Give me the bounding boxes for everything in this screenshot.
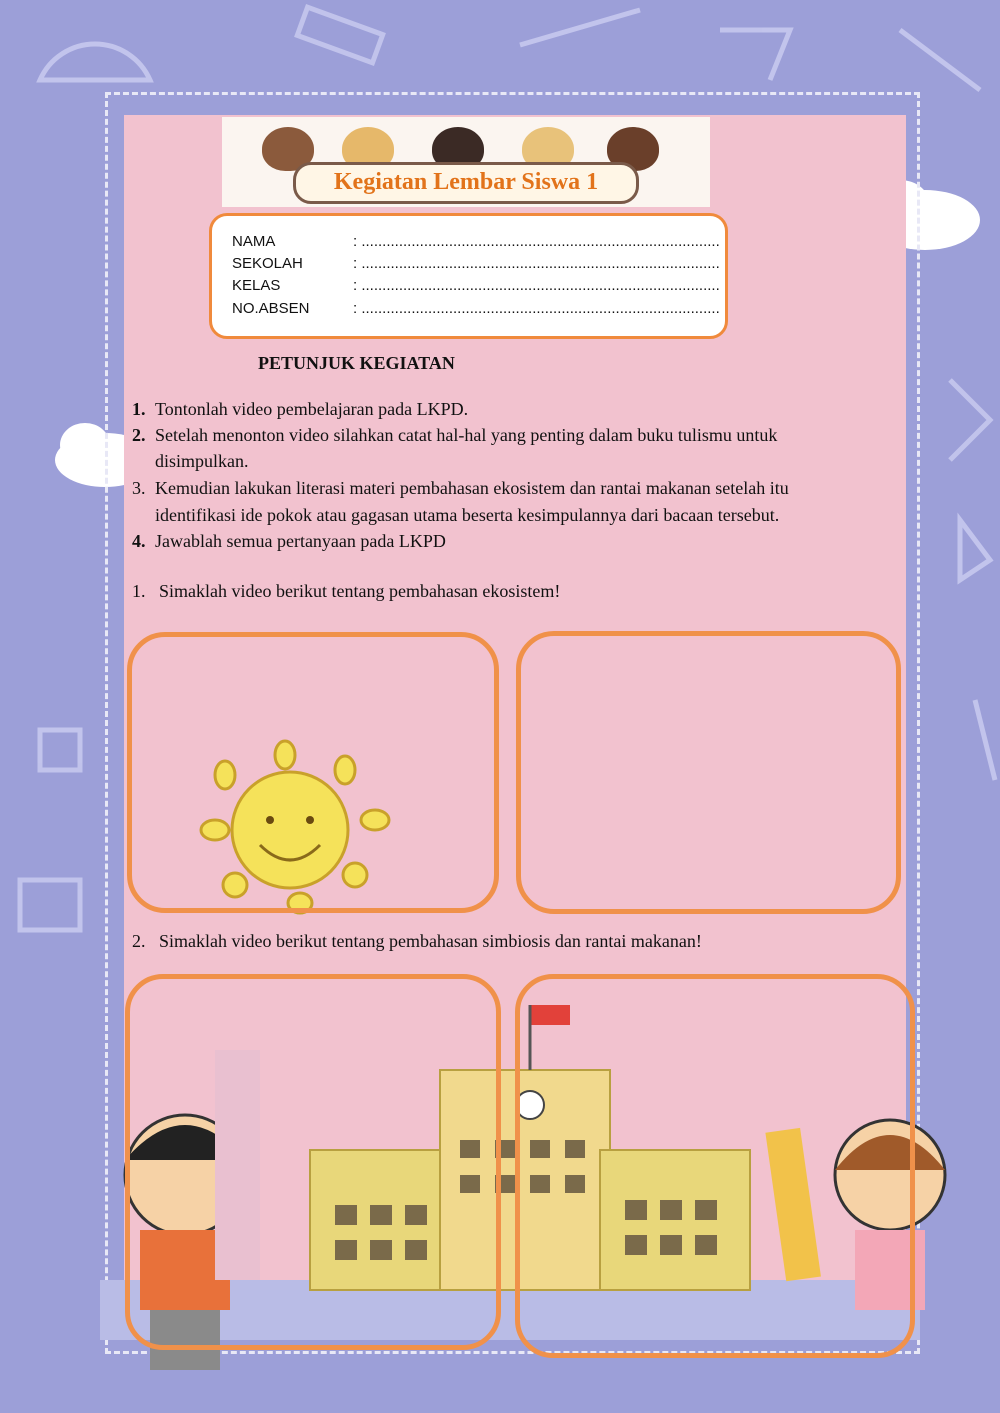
ruler-doodle: [297, 7, 382, 63]
identity-label-absen: NO.ABSEN: [232, 300, 310, 317]
identity-field-nama[interactable]: : ......................................................................................: [353, 233, 720, 250]
identity-field-absen[interactable]: : ......................................................................................: [353, 300, 720, 317]
identity-label-kelas: KELAS: [232, 277, 281, 294]
triangle-doodle: [720, 30, 790, 80]
pencil-doodle: [520, 10, 640, 45]
identity-field-kelas[interactable]: : ......................................................................................: [353, 277, 720, 294]
book-doodle: [20, 880, 80, 930]
instruction-item: 1. Tontonlah video pembelajaran pada LKPD.: [132, 399, 469, 419]
instruction-item: 2. Setelah menonton video silahkan catat hal-hal yang penting dalam buku tulismu untuk disimpulkan.: [132, 425, 778, 471]
instruction-item: 4. Jawablah semua pertanyaan pada LKPD: [132, 531, 446, 551]
protractor-doodle: [40, 44, 150, 80]
question-2: 2. Simaklah video berikut tentang pembahasan simbiosis dan rantai makanan!: [132, 931, 702, 951]
student-identity-box: [209, 213, 728, 339]
question-1: 1. Simaklah video berikut tentang pembahasan ekosistem!: [132, 581, 561, 601]
identity-label-nama: NAMA: [232, 233, 276, 250]
identity-field-sekolah[interactable]: : ......................................................................................: [353, 255, 720, 272]
video-frame-1[interactable]: [127, 632, 499, 913]
instructions-heading: PETUNJUK KEGIATAN: [258, 353, 455, 373]
identity-label-sekolah: SEKOLAH: [232, 255, 303, 272]
worksheet-title: Kegiatan Lembar Siswa 1: [293, 162, 639, 204]
title-banner: [222, 117, 710, 207]
instruction-item: 3. Kemudian lakukan literasi materi pembahasan ekosistem dan rantai makanan setelah itu identifikasi ide pokok atau gagasan utama beserta kesimpulannya dari bacaan tersebut.: [132, 478, 789, 525]
video-frame-3[interactable]: [125, 974, 501, 1350]
video-frame-4[interactable]: [515, 974, 915, 1358]
video-frame-2[interactable]: [516, 631, 901, 914]
